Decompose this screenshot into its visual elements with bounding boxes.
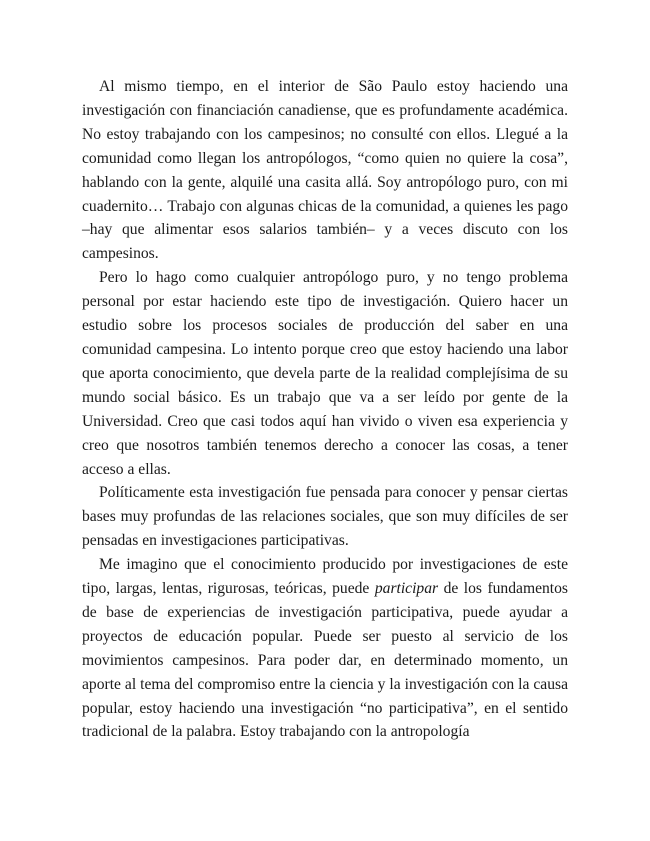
- paragraph-4-text-end: de los fundamentos de base de experiencias de investigación participativa, puede ayudar a proyectos de educación popular. Puede ser puesto al servicio de los movimientos campesinos. Para poder dar, en determinado momento, un aporte al tema del compromiso entre la ciencia y la investigación con la causa popular, estoy haciendo una investigación “no participativa”, en el sentido tradicional de la palabra. Estoy trabajando con la antropología: [82, 580, 568, 741]
- paragraph-4-text-start: Me imagino que el conocimiento producido por investigaciones de este tipo, largas, lentas, rigurosas, teóricas, puede: [82, 556, 568, 598]
- paragraph-4: [82, 553, 568, 744]
- paragraph-4-emphasis: participar: [374, 580, 439, 598]
- paragraph-1: [82, 75, 568, 266]
- document-page: [82, 75, 568, 744]
- paragraph-3: [82, 481, 568, 553]
- paragraph-2-text: Pero lo hago como cualquier antropólogo puro, y no tengo problema personal por estar haciendo este tipo de investigación. Quiero hacer un estudio sobre los procesos sociales de producción del saber en una comunidad campesina. Lo intento porque creo que estoy haciendo una labor que aporta conocimiento, que devela parte de la realidad complejísima de su mundo social básico. Es un trabajo que va a ser leído por gente de la Universidad. Creo que casi todos aquí han vivido o viven esa experiencia y creo que nosotros también tenemos derecho a conocer las cosas, a tener acceso a ellas.: [82, 269, 568, 478]
- paragraph-1-text: Al mismo tiempo, en el interior de São Paulo estoy haciendo una investigación con financiación canadiense, que es profundamente académica. No estoy trabajando con los campesinos; no consulté con ellos. Llegué a la comunidad como llegan los antropólogos, “como quien no quiere la cosa”, hablando con la gente, alquilé una casita allá. Soy antropólogo puro, con mi cuadernito… Trabajo con algunas chicas de la comunidad, a quienes les pago –hay que alimentar esos salarios también– y a veces discuto con los campesinos.: [82, 78, 568, 263]
- paragraph-3-text: Políticamente esta investigación fue pensada para conocer y pensar ciertas bases muy profundas de las relaciones sociales, que son muy difíciles de ser pensadas en investigaciones participativas.: [82, 484, 568, 550]
- paragraph-2: [82, 266, 568, 481]
